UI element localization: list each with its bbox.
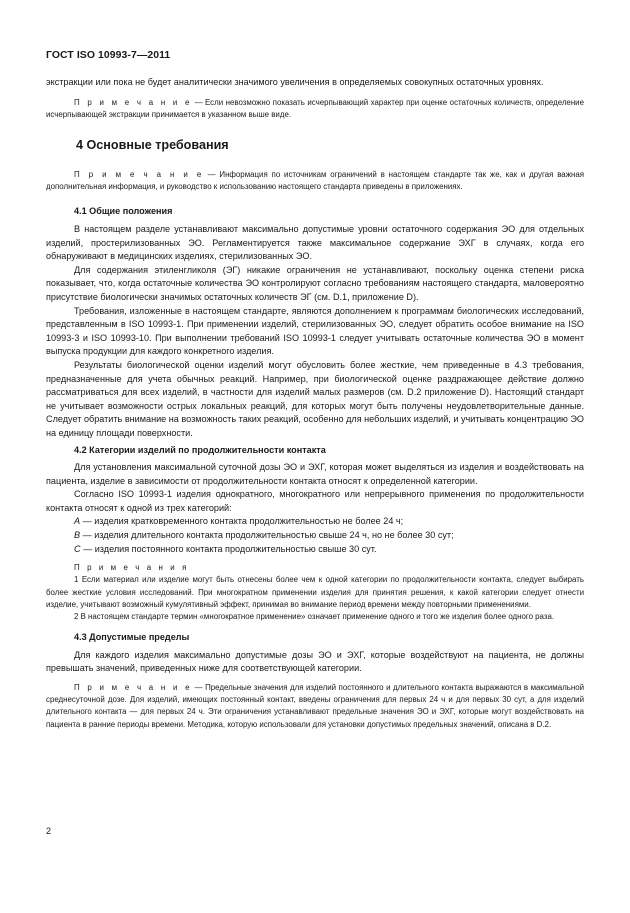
- section-4-1-title: 4.1 Общие положения: [74, 206, 173, 217]
- intro-note: [46, 97, 584, 121]
- category-text: — изделия длительного контакта продолжительностью свыше 24 ч, но не более 30 сут;: [80, 530, 454, 541]
- note-keyword: П р и м е ч а н и е: [74, 97, 193, 107]
- s42-paragraph-2: Согласно ISO 10993-1 изделия однократного, многократного или непрерывного применения по продолжительности контакта относят к одной из трех категорий:: [46, 489, 584, 513]
- category-b: [46, 529, 584, 543]
- note-2: 2 В настоящем стандарте термин «многократное применение» означает применение одного и того же изделия более одного раза.: [74, 612, 555, 622]
- section-4-note: [46, 169, 584, 193]
- s42-paragraph-1: Для установления максимальной суточной дозы ЭО и ЭХГ, которая может выделяться из изделия и воздействовать на пациента, изделие в зависимости от продолжительности контакта относят к определенной категории.: [46, 462, 584, 486]
- s43-paragraph-1: Для каждого изделия максимально допустимые дозы ЭО и ЭХГ, которые воздействуют на пациента, не должны превышать значений, приведенных ниже для соответствующей категории.: [46, 649, 584, 674]
- s41-paragraph-3: Требования, изложенные в настоящем стандарте, являются дополнением к программам биологических исследований, представленным в ISO 10993-1. При применении изделий, стерилизованных ЭО, следует обратить особое внимание на ISO 10993-3 и ISO 10993-10. При выполнении требований ISO 10993-1 следует учитывать остаточные количества ЭО в момент выпуска продукции для каждого конкретного изделия.: [46, 305, 584, 357]
- note-text: — Предельные значения для изделий постоянного и длительного контакта выражаются в максимальной среднесуточной дозе. Для изделий, имеющих постоянный контакт, введены ограничения для первых 24 ч и для первых 30 сут, а для изделий длительного контакта — для первых 24 ч. Эти ограничения устанавливают предельные значения ЭО и ЭХГ, которые могут воздействовать на пациента в ранние периоды времени. Методика, которую использовали для установки допустимых предельных значений, описана в D.2.: [46, 683, 584, 729]
- section-4-3-title: 4.3 Допустимые пределы: [74, 632, 190, 643]
- s41-paragraph-4: Результаты биологической оценки изделий могут обусловить более жесткие, чем приведенные в 4.3 требования, предназначенные для учета обычных реакций. Например, при биологической оценке раздражающее действие должно рассматриваться для всех изделий, в частности для изделий малых размеров (см. D.2 приложение D). Настоящий стандарт не учитывает возможности острых локальных реакций, для которых могут быть получены неудовлетворительные данные. Следует обратить внимание на возможность таких реакций, особенно для небольших изделий, и учитывать концентрацию ЭО на единицу площади поверхности.: [46, 359, 584, 438]
- category-text: — изделия кратковременного контакта продолжительностью не более 24 ч;: [80, 516, 404, 527]
- category-letter: А: [74, 516, 81, 527]
- category-text: — изделия постоянного контакта продолжительностью свыше 30 сут.: [80, 543, 377, 554]
- section-4-2-title: 4.2 Категории изделий по продолжительности контакта: [74, 444, 326, 455]
- note-1: 1 Если материал или изделие могут быть отнесены более чем к одной категории по продолжительности контакта, следует выбирать более жесткие условия исследований. При многократном применении изделия для принятия решения, к какой категории следует отнести изделие, учитывают возможный кумулятивный эффект, принимая во внимание период времени между повторными применениями.: [46, 575, 584, 609]
- s41-paragraph-2: Для содержания этиленгликоля (ЭГ) никакие ограничения не устанавливают, поскольку оценка степени риска показывает, что, когда остаточные количества ЭО контролируют согласно требованиям настоящего стандарта, маловероятно присутствие биологически значимых остаточных количеств ЭГ (см. D.1, приложение D).: [46, 264, 584, 302]
- note-keyword: П р и м е ч а н и е: [74, 683, 193, 693]
- document-body: [46, 76, 584, 731]
- category-letter: В: [74, 530, 81, 541]
- s43-note: [46, 682, 584, 731]
- category-letter: С: [74, 543, 81, 554]
- notes-keyword: П р и м е ч а н и я: [74, 563, 189, 573]
- note-text: — Информация по источникам ограничений в настоящем стандарте так же, как и другая важная дополнительная информация, и руководство к использованию настоящего стандарта приведены в приложениях.: [46, 170, 584, 192]
- intro-paragraph: экстракции или пока не будет аналитически значимого увеличения в определяемых совокупных остаточных уровнях.: [46, 77, 544, 87]
- page-number: 2: [46, 826, 52, 836]
- note-text: — Если невозможно показать исчерпывающий характер при оценке остаточных количеств, определение исчерпывающей экстракции принимается в указанном выше виде.: [46, 97, 584, 119]
- notes-heading: [46, 562, 584, 574]
- category-a: [46, 515, 584, 529]
- section-4-title: 4 Основные требования: [76, 138, 229, 152]
- s41-paragraph-1: В настоящем разделе устанавливают максимально допустимые уровни остаточного содержания ЭО для отдельных изделий, простерилизованных ЭО. Регламентируется также максимальное содержание ЭХГ в случаях, когда его обнаруживают в медицинских изделиях, стерилизованных ЭО.: [46, 224, 584, 262]
- running-header: ГОСТ ISO 10993-7—2011: [46, 50, 171, 61]
- note-keyword: П р и м е ч а н и е: [74, 170, 204, 179]
- category-c: [46, 543, 584, 557]
